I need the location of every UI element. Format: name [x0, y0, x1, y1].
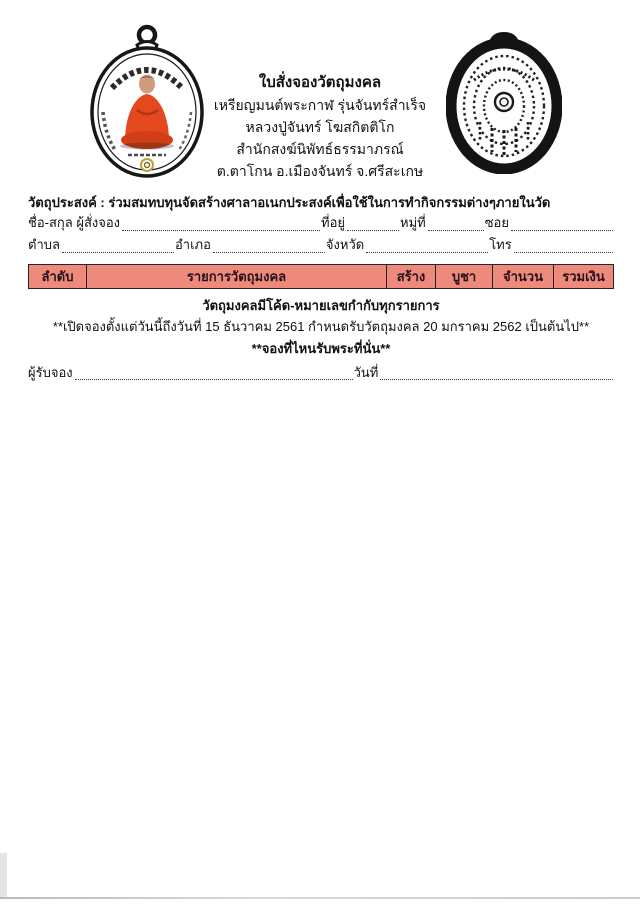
scan-bottom-edge [0, 897, 640, 899]
date-field [380, 367, 613, 380]
phone-label: โทร [489, 237, 512, 252]
monastery-address: ต.ตาโกน อ.เมืองจันทร์ จ.ศรีสะเกษ [216, 163, 424, 179]
receiver-field [75, 367, 353, 380]
col-header-index: ลำดับ [29, 265, 87, 289]
monastery-name: สำนักสงฆ์นิพัทธ์ธรรมาภรณ์ [236, 141, 404, 157]
form-title-block [170, 72, 470, 182]
col-header-price: บูชา [436, 265, 493, 289]
receiver-line [28, 361, 614, 383]
col-header-create-qty: สร้าง [387, 265, 436, 289]
receiver-label: ผู้รับจอง [28, 365, 73, 380]
orderer-name-label: ชื่อ-สกุล ผู้สั่งจอง [28, 215, 121, 230]
moo-field [428, 218, 484, 231]
soi-field [511, 218, 613, 231]
province-label: จังหวัด [325, 237, 365, 252]
footer-notes [28, 295, 614, 383]
address-label: ที่อยู่ [321, 215, 346, 230]
soi-label: ซอย [484, 215, 509, 230]
province-field [366, 240, 488, 253]
orderer-name-field [122, 218, 320, 231]
code-note: วัตถุมงคลมีโค้ด-หมายเลขกำกับทุกรายการ [202, 298, 440, 313]
amphoe-field [213, 240, 325, 253]
booking-period-note: **เปิดจองตั้งแต่วันนี้ถึงวันที่ 15 ธันวาคม 2561 กำหนดรับวัตถุมงคล 20 มกราคม 2562 เป็นต้นไป** [52, 319, 590, 334]
table-header-row [29, 265, 614, 289]
col-header-total: รวมเงิน [554, 265, 614, 289]
tambon-label: ตำบล [28, 237, 60, 252]
form-title: ใบสั่งจองวัตถุมงคล [258, 74, 382, 91]
monk-name: หลวงปู่จันทร์ โฆสกิตติโก [245, 119, 395, 135]
amulet-order-table [28, 264, 614, 289]
scan-corner-shadow [0, 853, 7, 897]
amulet-series-name: เหรียญมนต์พระกาฬ รุ่นจันทร์สำเร็จ [213, 97, 427, 113]
col-header-quantity: จำนวน [493, 265, 554, 289]
tambon-field [62, 240, 174, 253]
address-field [347, 218, 399, 231]
phone-field [514, 240, 613, 253]
orderer-info-line-1 [28, 212, 614, 234]
orderer-info-line-2 [28, 234, 614, 256]
moo-label: หมู่ที่ [400, 215, 426, 230]
amphoe-label: อำเภอ [174, 237, 211, 252]
form-header [0, 0, 640, 190]
purpose-statement: วัตถุประสงค์ : ร่วมสมทบทุนจัดสร้างศาลาอเนกประสงค์เพื่อใช้ในการทำกิจกรรมต่างๆภายในวัด [28, 195, 551, 210]
pickup-note: **จองที่ไหนรับพระที่นั่น** [251, 341, 391, 356]
date-label: วันที่ [353, 365, 379, 380]
col-header-item: รายการวัตถุมงคล [87, 265, 387, 289]
yant-amulet-icon [446, 26, 562, 174]
